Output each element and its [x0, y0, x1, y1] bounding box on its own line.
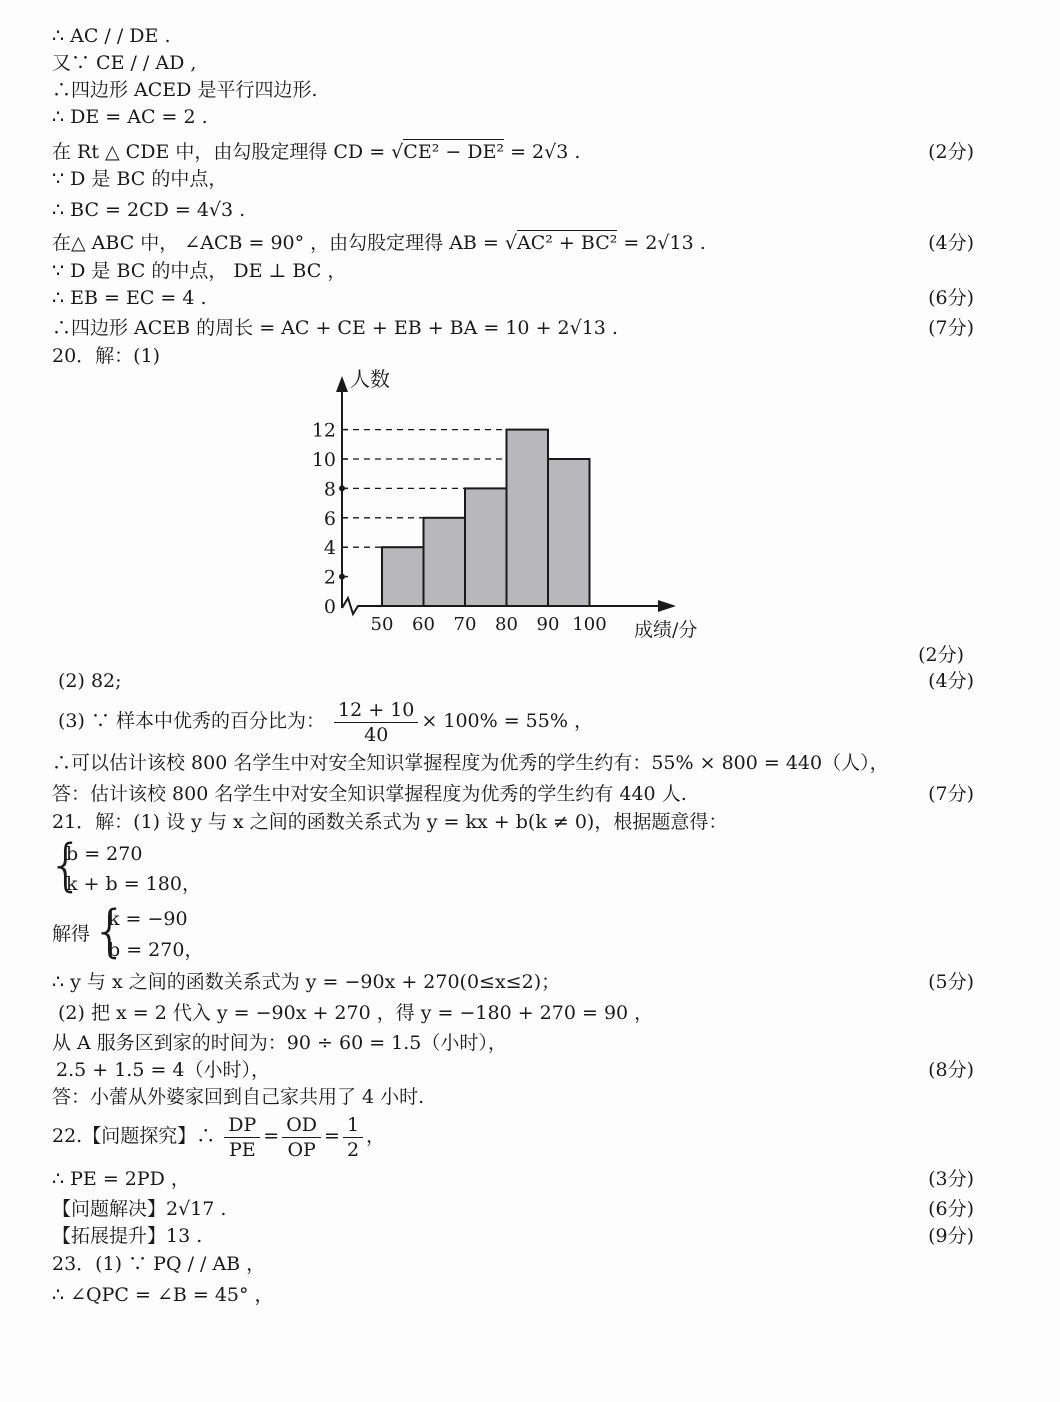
y-tick-label: 12	[311, 419, 336, 442]
equation: b = 270	[66, 843, 143, 865]
score-mark: (3分)	[928, 1168, 974, 1190]
y-tick-label: 2	[323, 566, 336, 589]
line-ac-parallel-de: ∴ AC / / DE .	[52, 25, 171, 47]
line-de-perp-bc: ∵ D 是 BC 的中点， DE ⊥ BC ，	[52, 260, 347, 282]
line-total-time: 2.5 + 1.5 = 4（小时），	[56, 1059, 271, 1081]
bar-70-80	[465, 488, 507, 606]
x-tick-label: 50	[370, 614, 394, 635]
problem-21-heading: 21．解：(1) 设 y 与 x 之间的函数关系式为 y = kx + b(k ≠ 0)，根据题意得：	[52, 811, 728, 833]
y-tick-label: 8	[323, 478, 336, 501]
system-brace: {	[48, 833, 84, 898]
y-axis-arrow	[336, 376, 348, 392]
x-tick-label: 90	[536, 614, 560, 635]
score-mark: (5分)	[928, 971, 974, 993]
line-ce-parallel-ad: 又∵ CE / / AD ,	[52, 52, 197, 74]
radicand: CE² − DE²	[403, 141, 505, 163]
text: ，	[184, 939, 204, 961]
fraction	[343, 1113, 363, 1162]
line-part-2-answer: (2) 82;	[58, 670, 122, 692]
bar-90-100	[548, 459, 590, 606]
solve-label: 解得	[52, 923, 91, 945]
line-answer-21: 答：小蕾从外婆家回到自己家共用了 4 小时.	[52, 1086, 425, 1108]
line-pe-2pd: ∴ PE = 2PD ，	[52, 1168, 190, 1190]
fraction	[282, 1113, 321, 1162]
denominator: 2	[346, 1138, 360, 1161]
y-tick-label: 4	[323, 537, 336, 560]
numerator: OD	[282, 1113, 321, 1138]
x-axis-arrow	[658, 600, 676, 612]
problem-20-heading: 20．解：(1)	[52, 345, 161, 367]
text: ，	[181, 873, 201, 895]
score-mark: (6分)	[928, 1198, 974, 1220]
score-mark: (2分)	[918, 644, 964, 666]
score-mark: (7分)	[928, 317, 974, 339]
line-time-service-area: 从 A 服务区到家的时间为：90 ÷ 60 = 1.5（小时），	[52, 1032, 507, 1054]
score-mark: (9分)	[928, 1225, 974, 1247]
line-angle-qpc: ∴ ∠QPC = ∠B = 45° ，	[52, 1284, 274, 1306]
line-pythagoras-cd	[52, 140, 580, 164]
problem-23-heading: 23．(1) ∵ PQ / / AB ，	[52, 1253, 266, 1275]
denominator: 40	[364, 723, 389, 746]
equation	[66, 872, 201, 896]
text: k + b = 180	[66, 873, 182, 895]
bar-60-70	[424, 518, 466, 606]
x-tick-labels	[371, 614, 607, 635]
numerator: 12 + 10	[334, 698, 418, 723]
y-axis-dot	[339, 574, 345, 580]
score-mark: (4分)	[928, 670, 974, 692]
line-answer-20: 答：估计该校 800 名学生中对安全知识掌握程度为优秀的学生约有 440 人.	[52, 783, 687, 805]
y-tick-label: 0	[323, 596, 336, 618]
denominator: OP	[287, 1138, 316, 1161]
denominator: PE	[228, 1138, 256, 1161]
score-mark: (2分)	[928, 141, 974, 163]
bar-50-60	[382, 547, 424, 606]
y-axis-label: 人数	[350, 367, 390, 391]
numerator: 1	[343, 1113, 363, 1138]
line-problem-22-explore: 22.【问题探究】∴ $\frac{DP}{PE}$ = $\frac{OD}{OP}$ = $\frac{1}{2}$ ，	[52, 1113, 386, 1161]
text: (3) ∵ 样本中优秀的百分比为：	[58, 710, 325, 732]
text: b = 270	[108, 939, 185, 961]
line-excellent-percentage	[58, 696, 593, 747]
x-axis-label: 成绩/分	[634, 619, 698, 641]
x-tick-label: 80	[495, 614, 518, 635]
equation	[108, 938, 203, 962]
bar-80-90	[507, 430, 549, 606]
line-perimeter-aceb: ∴四边形 ACEB 的周长 = AC + CE + EB + BA = 10 + 2√13 .	[52, 317, 618, 339]
x-tick-label: 100	[572, 614, 607, 635]
score-mark: (4分)	[928, 232, 974, 254]
text: = 2√13 .	[617, 232, 706, 254]
line-d-midpoint-bc: ∵ D 是 BC 的中点，	[52, 168, 228, 190]
line-parallelogram-aced: ∴四边形 ACED 是平行四边形.	[52, 79, 318, 101]
line-function-relation: ∴ y 与 x 之间的函数关系式为 y = −90x + 270(0≤x≤2)；	[52, 971, 561, 993]
score-mark: (8分)	[928, 1059, 974, 1081]
equation: k = −90	[108, 908, 188, 930]
line-extend: 【拓展提升】13 .	[52, 1225, 203, 1247]
system-brace: {	[92, 899, 128, 964]
line-bc-value: ∴ BC = 2CD = 4√3 .	[52, 199, 246, 221]
text: ，	[366, 1125, 386, 1147]
histogram-chart	[300, 362, 720, 652]
line-estimate: ∴可以估计该校 800 名学生中对安全知识掌握程度为优秀的学生约有：55% × 800 = 440（人），	[52, 752, 889, 774]
radicand: AC² + BC²	[517, 232, 618, 254]
line-de-equals-ac: ∴ DE = AC = 2 .	[52, 106, 208, 128]
fraction	[334, 698, 418, 747]
score-mark: (7分)	[928, 783, 974, 805]
numerator: DP	[224, 1113, 260, 1138]
fraction	[224, 1113, 260, 1162]
y-tick-label: 10	[311, 449, 336, 471]
text: 22.【问题探究】∴	[52, 1125, 216, 1147]
line-substitute-x2: (2) 把 x = 2 代入 y = −90x + 270 ，得 y = −180 + 270 = 90 ，	[58, 1002, 654, 1024]
line-problem-solve: 【问题解决】2√17 .	[52, 1198, 227, 1220]
text: × 100% = 55% ，	[421, 710, 593, 732]
line-eb-ec: ∴ EB = EC = 4 .	[52, 287, 207, 309]
y-tick-label: 6	[323, 507, 336, 530]
score-mark: (6分)	[928, 287, 974, 309]
x-tick-label: 60	[412, 614, 435, 635]
line-pythagoras-ab	[52, 231, 706, 255]
y-axis-dot	[339, 485, 345, 491]
text: 在△ ABC 中， ∠ACB = 90° ，由勾股定理得 AB = √	[52, 232, 517, 254]
x-tick-label: 70	[453, 614, 477, 635]
text: = 2√3 .	[504, 141, 581, 163]
text: 在 Rt △ CDE 中，由勾股定理得 CD = √	[52, 141, 404, 163]
